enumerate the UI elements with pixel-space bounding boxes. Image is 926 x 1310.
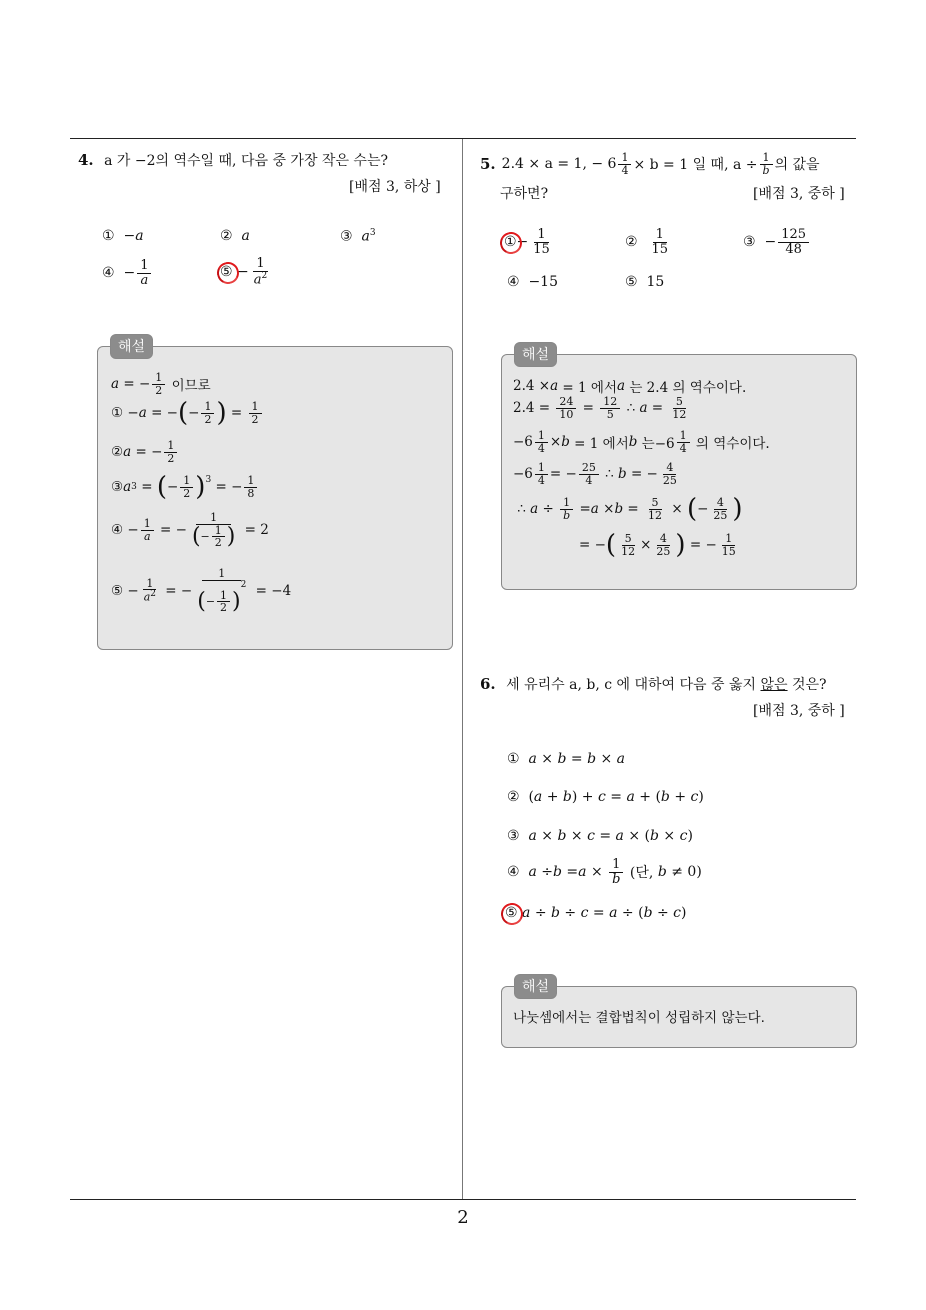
q4-choice-4[interactable]: ④ − $\frac{1}{a}$ xyxy=(102,259,153,287)
q6-meta: [배점 3, 중하 ] xyxy=(753,703,845,719)
q5-sol-line-3: −6 $\frac{1}{4}$ × b = 1 에서 b 는−6 $\frac{1}{4}$ 의 역수이다. xyxy=(513,429,770,455)
q5-sol-line-4: −6 $\frac{1}{4}$ = − $\frac{25}{4}$ ∴ b = − $\frac{4}{25}$ xyxy=(513,461,677,487)
q6-text-b: 것은? xyxy=(787,677,827,693)
q4-sol-line-6: ⑤ − $\frac{1}{a^2}$ = − 1 (− $\frac{1}{2}$ )$^2$ = −4 xyxy=(111,567,292,615)
q6-solution-tab: 해설 xyxy=(514,974,557,999)
q4-sol-line-4: ③ a 3 = ( − $\frac{1}{2}$ ) $^3$ = − $\frac{1}{8}$ xyxy=(111,474,259,500)
q6-number: 6. xyxy=(480,675,496,693)
q4-sol-line-3: ② a = − $\frac{1}{2}$ xyxy=(111,440,179,464)
q4-sol-line-2: ① − a = − ( − $\frac{1}{2}$ ) = $\frac{1}{2}$ xyxy=(111,400,264,426)
q6-choice-2[interactable]: ② (a + b) + c = a + (b + c) xyxy=(507,789,704,805)
q4-text: a 가 −2의 역수일 때, 다음 중 가장 작은 수는? xyxy=(104,153,388,169)
q4-choice-1[interactable]: ① −a xyxy=(102,228,144,244)
top-rule xyxy=(70,138,856,139)
q4-choice-5[interactable]: ⑤ − $\frac{1}{a^2}$ xyxy=(220,256,268,287)
q4-stem xyxy=(78,150,388,170)
q6-choice-5[interactable]: ⑤ a ÷ b ÷ c = a ÷ (b ÷ c) xyxy=(505,905,687,921)
q5-text-line2: 구하면? xyxy=(500,186,549,202)
q4-sol-line-5: ④ − $\frac{1}{a}$ = − 1 (− $\frac{1}{2}$ ) = 2 xyxy=(111,511,269,550)
q5-choice-5[interactable]: ⑤ 15 xyxy=(625,274,665,290)
q4-choice-3[interactable]: ③ $a^3$ xyxy=(340,228,376,245)
q4-solution-tab: 해설 xyxy=(110,334,153,359)
bottom-rule xyxy=(70,1199,856,1200)
q5-sol-line-1: 2.4 × a = 1 에서 a 는 2.4 의 역수이다. xyxy=(513,378,747,396)
q5-sol-line-5: ∴ a ÷ $\frac{1}{b}$ = a × b = $\frac{5}{12}$ × ( − $\frac{4}{25}$ ) xyxy=(513,494,743,524)
column-divider xyxy=(462,139,463,1200)
q6-choice-1[interactable]: ① a × b = b × a xyxy=(507,751,626,767)
q5-text-b: × b = 1 일 때, a ÷ xyxy=(633,157,758,174)
q5-choice-4[interactable]: ④ −15 xyxy=(507,274,558,290)
q5-number: 5. xyxy=(480,155,496,174)
q5-solution-tab: 해설 xyxy=(514,342,557,367)
q4-number: 4. xyxy=(78,151,94,169)
q6-stem xyxy=(480,674,827,694)
q6-text-underlined: 않은 xyxy=(760,677,788,693)
q5-choice-2[interactable]: ② $\frac{1}{15}$ xyxy=(625,227,668,257)
q5-stem: 5. 2.4 × a = 1, − 6 $\frac{1}{4}$ × b = 1 일 때, a ÷ $\frac{1}{b}$ 의 값을 xyxy=(480,151,820,177)
q5-meta: [배점 3, 중하 ] xyxy=(753,186,845,202)
q4-meta: [배점 3, 하상 ] xyxy=(349,179,441,195)
q5-choice-1[interactable]: ①− $\frac{1}{15}$ xyxy=(504,227,550,257)
q6-choice-4[interactable]: ④ a ÷ b = a × $\frac{1}{b}$ (단, b ≠ 0) xyxy=(507,857,702,887)
q5-choice-3[interactable]: ③ − $\frac{125}{48}$ xyxy=(743,228,811,256)
q5-sol-line-6: = − ( $\frac{5}{12}$ × $\frac{4}{25}$ ) = − $\frac{1}{15}$ xyxy=(579,530,736,560)
q6-text-a: 세 유리수 a, b, c 에 대하여 다음 중 옳지 xyxy=(506,677,761,693)
q5-text-c: 의 값을 xyxy=(774,157,820,174)
page-number: 2 xyxy=(457,1207,469,1228)
q4-choice-2[interactable]: ② a xyxy=(220,228,250,244)
q4-sol-line-1: a = − $\frac{1}{2}$ 이므로 xyxy=(111,371,211,397)
q6-solution-text: 나눗셈에서는 결합법칙이 성립하지 않는다. xyxy=(513,1010,765,1026)
q5-text-a: 2.4 × a = 1, − 6 xyxy=(501,156,617,173)
q5-sol-line-2: 2.4 = $\frac{24}{10}$ = $\frac{12}{5}$ ∴ a = $\frac{5}{12}$ xyxy=(513,395,687,421)
q6-choice-3[interactable]: ③ a × b × c = a × (b × c) xyxy=(507,828,693,844)
